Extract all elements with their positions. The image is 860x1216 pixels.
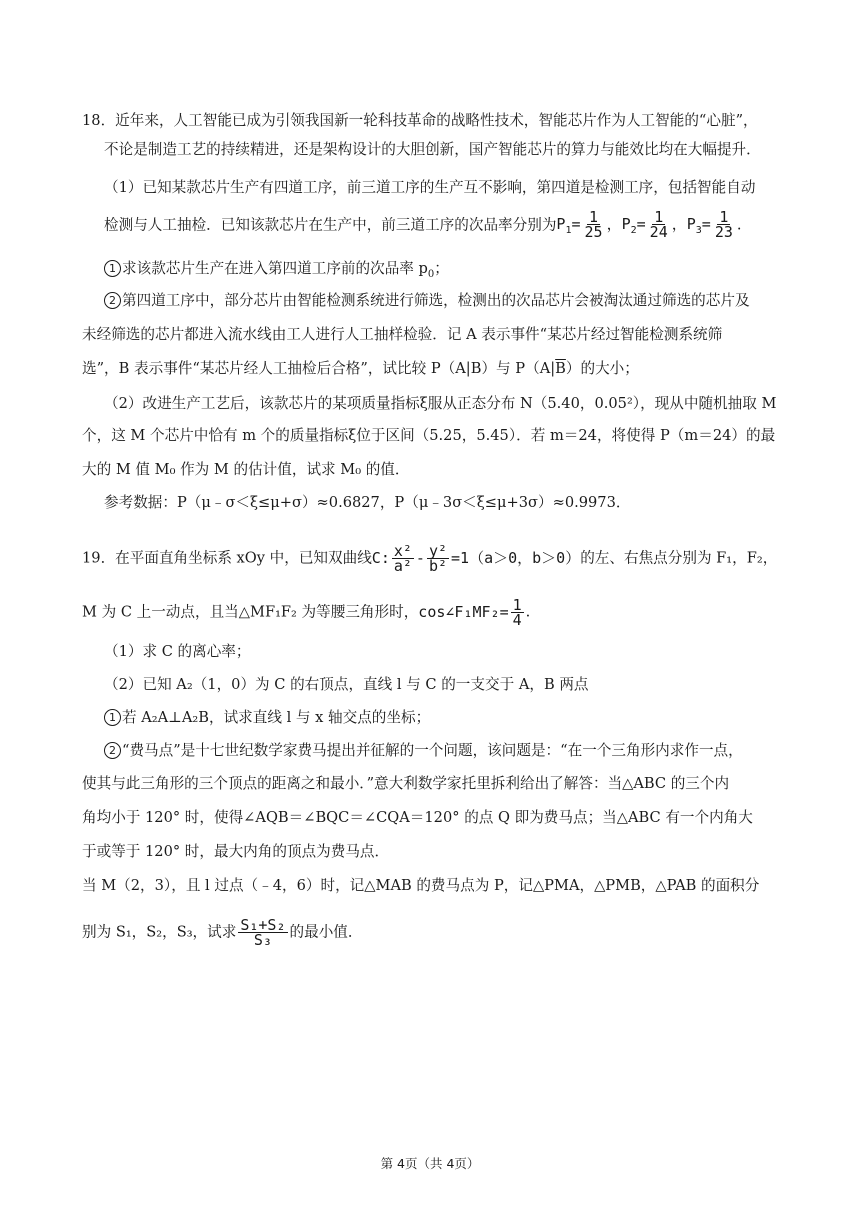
q19-line-9: 于或等于 120° 时，最大内角的顶点为费马点． xyxy=(82,843,390,860)
area-ratio-formula: $\frac{\text{S₁+S₂}}{\text{S₃}}$ xyxy=(240,916,286,949)
q18-line-9: （2）改进生产工艺后，该款芯片的某项质量指标ξ服从正态分布 N（5.40，0.05²），现从中随机抽取 M xyxy=(104,395,777,412)
q18-line-7: 未经筛选的芯片都进入流水线由工人进行人工抽样检验．记 A 表示事件“某芯片经过智能检测系统筛 xyxy=(82,326,723,343)
q18-line-4-text: 检测与人工抽检．已知该款芯片在生产中，前三道工序的次品率分别为 xyxy=(104,216,557,234)
circle-number-1: 1 xyxy=(104,709,121,726)
q18-item-2: 2 第四道工序中，部分芯片由智能检测系统进行筛选，检测出的次品芯片会被淘汰通过筛选的芯片及 xyxy=(104,291,750,311)
q19-part-1: （1）求 C 的离心率； xyxy=(104,643,251,660)
q19-line-7: 使其与此三角形的三个顶点的距离之和最小．”意大利数学家托里拆利给出了解答：当△ABC 的三个内 xyxy=(82,775,730,792)
q19-line-10: 当 M（2，3），且 l 过点（﹣4，6）时，记△MAB 的费马点为 P，记△PMA，△PMB，△PAB 的面积分 xyxy=(82,877,760,894)
circle-number-2: 2 xyxy=(104,742,121,759)
q19-line-11: 别为 S₁，S₂，S₃，试求 $\frac{\text{S₁+S₂}}{\text{S₃}}$ 的最小值． xyxy=(82,916,363,949)
q18-line-1: 18．近年来，人工智能已成为引领我国新一轮科技革命的战略性技术，智能芯片作为人工智能的“心脏”， xyxy=(82,112,758,129)
q18-line-11: 大的 M 值 M₀ 作为 M 的估计值，试求 M₀ 的值． xyxy=(82,461,410,478)
q18-reference-data: 参考数据：P（μ﹣σ＜ξ≤μ+σ）≈0.6827，P（μ﹣3σ＜ξ≤μ+3σ）≈0.9973． xyxy=(104,494,631,511)
page-footer: 第 4页（共 4页） xyxy=(380,1156,480,1171)
q19-line-1: 19．在平面直角坐标系 xOy 中，已知双曲线C: $\frac{\text{x²}}{\text{a²}}$ - $\frac{\text{y²}}{\text{b²}}$ =1（a＞0，b＞0）的左、右焦点分别为 F₁，F₂， xyxy=(82,542,778,575)
q18-line-4: 检测与人工抽检．已知该款芯片在生产中，前三道工序的次品率分别为$P_1=$ $\frac{1}{25}$ ，$P_2=$ $\frac{1}{24}$ ，$P_3=$ $\frac{1}{23}$ . xyxy=(104,208,742,241)
q18-line-3: （1）已知某款芯片生产有四道工序，前三道工序的生产互不影响，第四道是检测工序，包括智能自动 xyxy=(104,179,756,196)
q19-line-8: 角均小于 120° 时，使得∠AQB＝∠BQC＝∠CQA＝120° 的点 Q 即为费马点；当△ABC 有一个内角大 xyxy=(82,809,753,826)
cos-formula: cos∠F₁MF₂= $\frac{1}{4}$ xyxy=(418,596,522,629)
q19-item-1: 1 若 A₂A⊥A₂B，试求直线 l 与 x 轴交点的坐标； xyxy=(104,708,430,728)
q18-item-1: 1 求该款芯片生产在进入第四道工序前的次品率 $p_0$； xyxy=(104,259,449,285)
circle-number-1: 1 xyxy=(104,260,121,277)
defect-rates-formula: $P_1=$ $\frac{1}{25}$ ，$P_2=$ $\frac{1}{24}$ ，$P_3=$ $\frac{1}{23}$ xyxy=(556,208,733,241)
hyperbola-formula: C: $\frac{\text{x²}}{\text{a²}}$ - $\frac{\text{y²}}{\text{b²}}$ =1（a＞0，b＞0） xyxy=(371,542,581,575)
q18-line-8: 选”，B 表示事件“某芯片经人工抽检后合格”，试比较 P（A|B）与 $P(A|\overline{B})$的大小； xyxy=(82,360,639,377)
q19-item-2: 2 “费马点”是十七世纪数学家费马提出并征解的一个问题，该问题是：“在一个三角形内求作一点， xyxy=(104,741,743,761)
q19-part-2: （2）已知 A₂（1，0）为 C 的右顶点，直线 l 与 C 的一支交于 A，B 两点 xyxy=(104,676,589,693)
q18-line-10: 个，这 M 个芯片中恰有 m 个的质量指标ξ位于区间（5.25，5.45）．若 m＝24，将使得 P（m＝24）的最 xyxy=(82,427,776,444)
circle-number-2: 2 xyxy=(104,292,121,309)
q18-line-2: 不论是制造工艺的持续精进，还是架构设计的大胆创新，国产智能芯片的算力与能效比均在大幅提升． xyxy=(104,141,761,158)
q19-line-2: M 为 C 上一动点，且当△MF₁F₂ 为等腰三角形时，cos∠F₁MF₂= $\frac{1}{4}$ . xyxy=(82,596,531,629)
